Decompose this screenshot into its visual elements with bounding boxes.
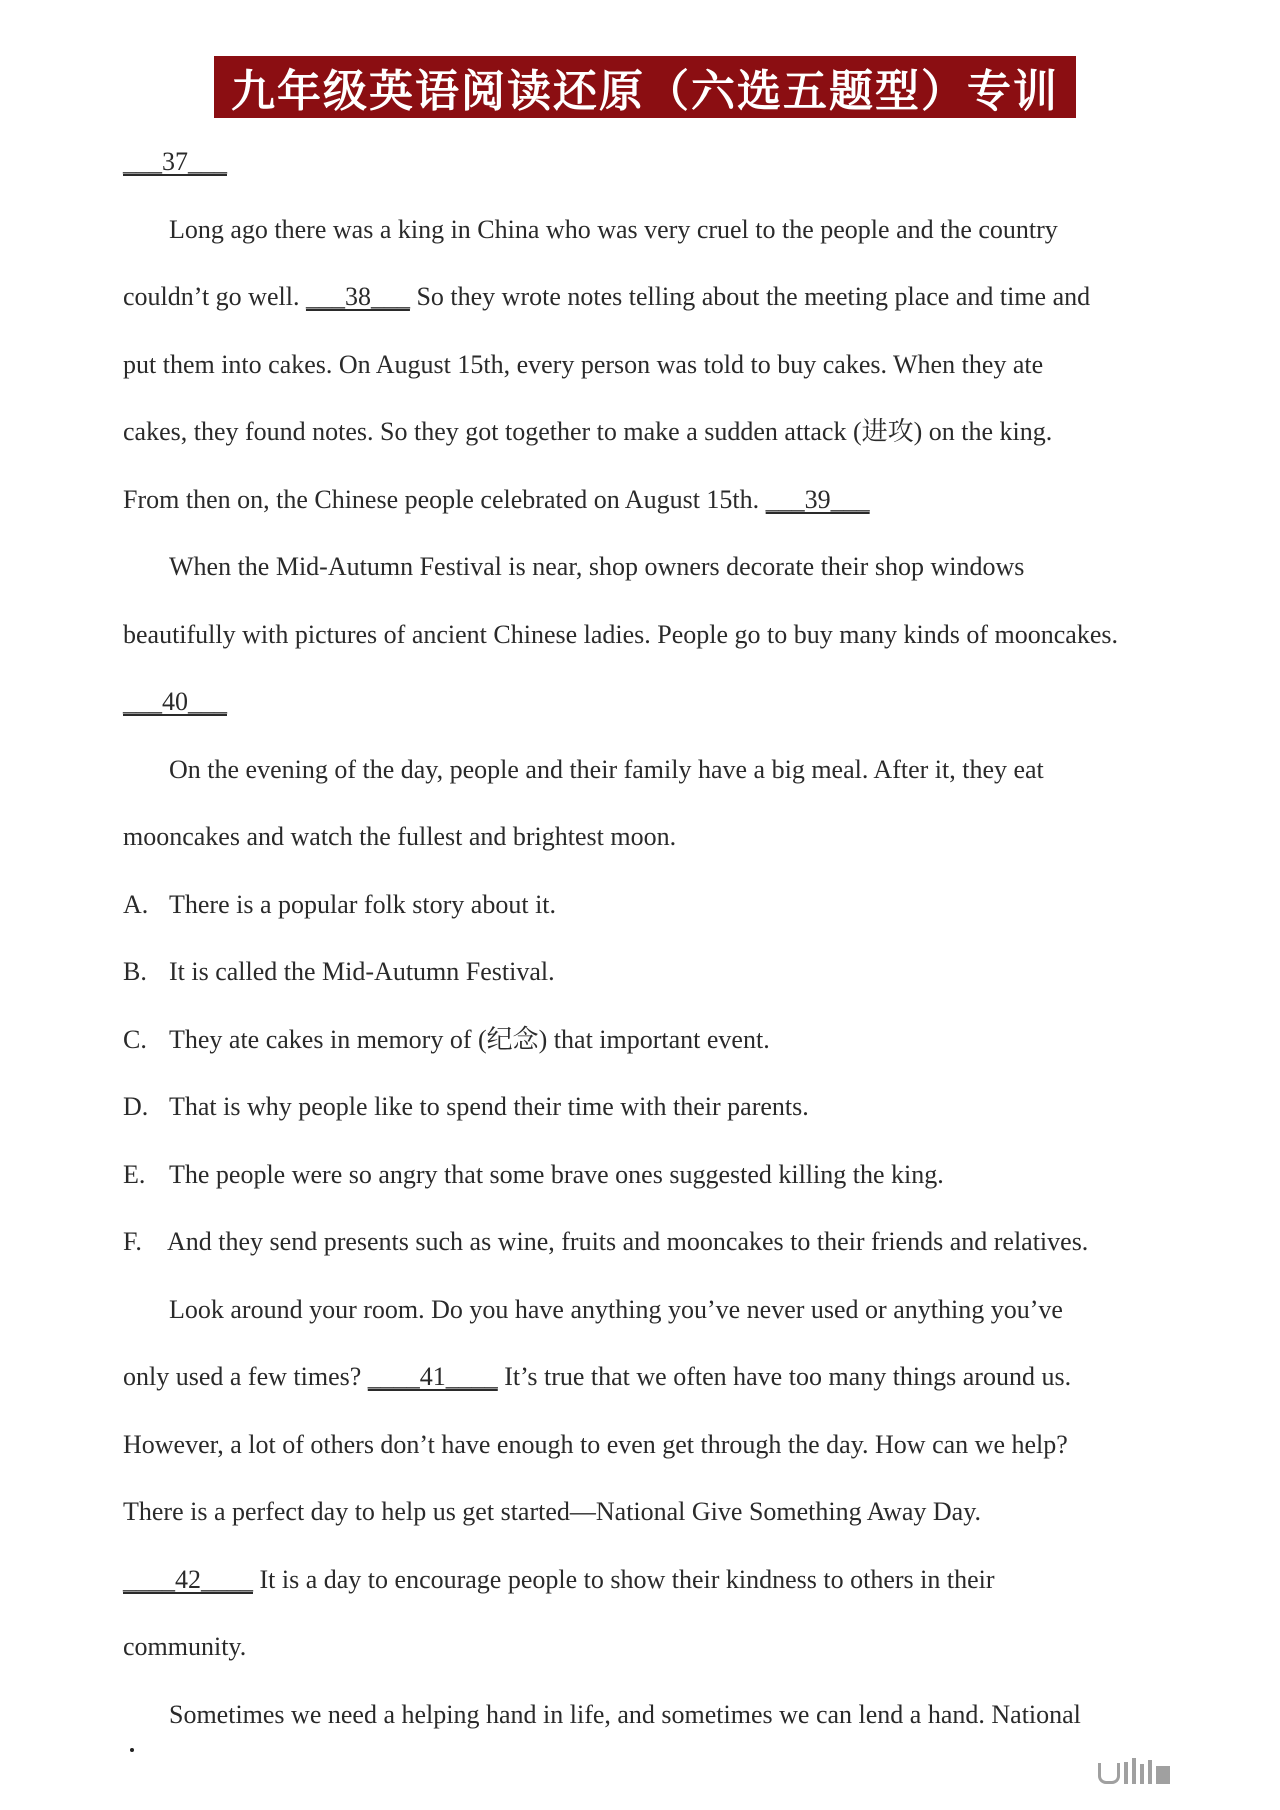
bar-shape: [1156, 1766, 1170, 1784]
title-banner: [214, 56, 1076, 118]
cup-shape: [1098, 1763, 1120, 1784]
text-line: Look around your room. Do you have anything you’ve never used or anything you’ve: [169, 1294, 1063, 1324]
option-b: [123, 938, 1183, 1006]
text-line: On the evening of the day, people and their family have a big meal. After it, they eat: [169, 754, 1044, 784]
text-line: [123, 466, 1183, 534]
option-text: The people were so angry that some brave ones suggested killing the king.: [169, 1159, 944, 1189]
option-c: [123, 1006, 1183, 1074]
option-text: That is why people like to spend their time with their parents.: [169, 1092, 809, 1121]
bar-shape: [1132, 1758, 1136, 1784]
blank-37: ___37___: [123, 147, 227, 176]
option-a: [123, 871, 1183, 939]
text-segment: So they wrote notes telling about the meeting place and time and: [409, 282, 1091, 311]
option-text: They ate cakes in memory of (纪念) that important event.: [169, 1024, 770, 1054]
blank-41: ____41____: [367, 1362, 498, 1391]
option-text: There is a popular folk story about it.: [169, 889, 557, 919]
blank-40: ___40___: [123, 687, 227, 716]
text-line: Long ago there was a king in China who was very cruel to the people and the country: [169, 214, 1058, 244]
text-line: Sometimes we need a helping hand in life, and sometimes we can lend a hand. National: [169, 1699, 1081, 1729]
text-segment: From then on, the Chinese people celebrated on August 15th.: [123, 484, 766, 514]
text-line: cakes, they found notes. So they got together to make a sudden attack (进攻) on the king.: [123, 417, 1053, 446]
page-title: 九年级英语阅读还原（六选五题型）专训: [231, 66, 1059, 117]
blank-39: ___39___: [765, 484, 870, 514]
option-letter: E.: [123, 1159, 146, 1189]
text-line: There is a perfect day to help us get started—National Give Something Away Day.: [123, 1497, 982, 1526]
page-dot: [130, 1748, 134, 1752]
option-text: It is called the Mid-Autumn Festival.: [169, 957, 555, 986]
option-f: [123, 1208, 1183, 1276]
option-e: [123, 1141, 1183, 1209]
text-segment: It’s true that we often have too many things around us.: [497, 1362, 1072, 1391]
text-segment: couldn’t go well.: [123, 282, 306, 311]
text-segment: It is a day to encourage people to show their kindness to others in their: [253, 1564, 995, 1594]
blank-line-40: [123, 668, 1183, 736]
option-d: [123, 1073, 1183, 1141]
blank-42: ____42____: [123, 1564, 253, 1594]
text-line: [123, 1343, 1183, 1411]
text-line: beautifully with pictures of ancient Chinese ladies. People go to buy many kinds of mooncakes.: [123, 619, 1119, 649]
option-letter: B.: [123, 957, 147, 986]
text-segment: only used a few times?: [123, 1362, 368, 1391]
option-letter: D.: [123, 1092, 149, 1121]
text-line: mooncakes and watch the fullest and brightest moon.: [123, 822, 677, 851]
text-line: [123, 263, 1183, 331]
option-text: And they send presents such as wine, fruits and mooncakes to their friends and relatives.: [167, 1227, 1089, 1256]
text-line: However, a lot of others don’t have enough to even get through the day. How can we help?: [123, 1429, 1068, 1459]
document-body: [123, 128, 1183, 1748]
blank-38: ___38___: [305, 282, 410, 311]
bar-shape: [1124, 1762, 1128, 1784]
watermark-icon: [1098, 1758, 1170, 1784]
bar-shape: [1148, 1760, 1152, 1784]
option-letter: F.: [123, 1227, 142, 1256]
option-letter: A.: [123, 889, 149, 919]
text-line: When the Mid-Autumn Festival is near, shop owners decorate their shop windows: [169, 552, 1025, 581]
option-letter: C.: [123, 1024, 147, 1054]
text-line: put them into cakes. On August 15th, every person was told to buy cakes. When they ate: [123, 349, 1044, 379]
blank-line-37: [123, 128, 1183, 196]
bar-shape: [1140, 1764, 1144, 1784]
text-line: community.: [123, 1632, 247, 1661]
text-line: [123, 1546, 1183, 1614]
